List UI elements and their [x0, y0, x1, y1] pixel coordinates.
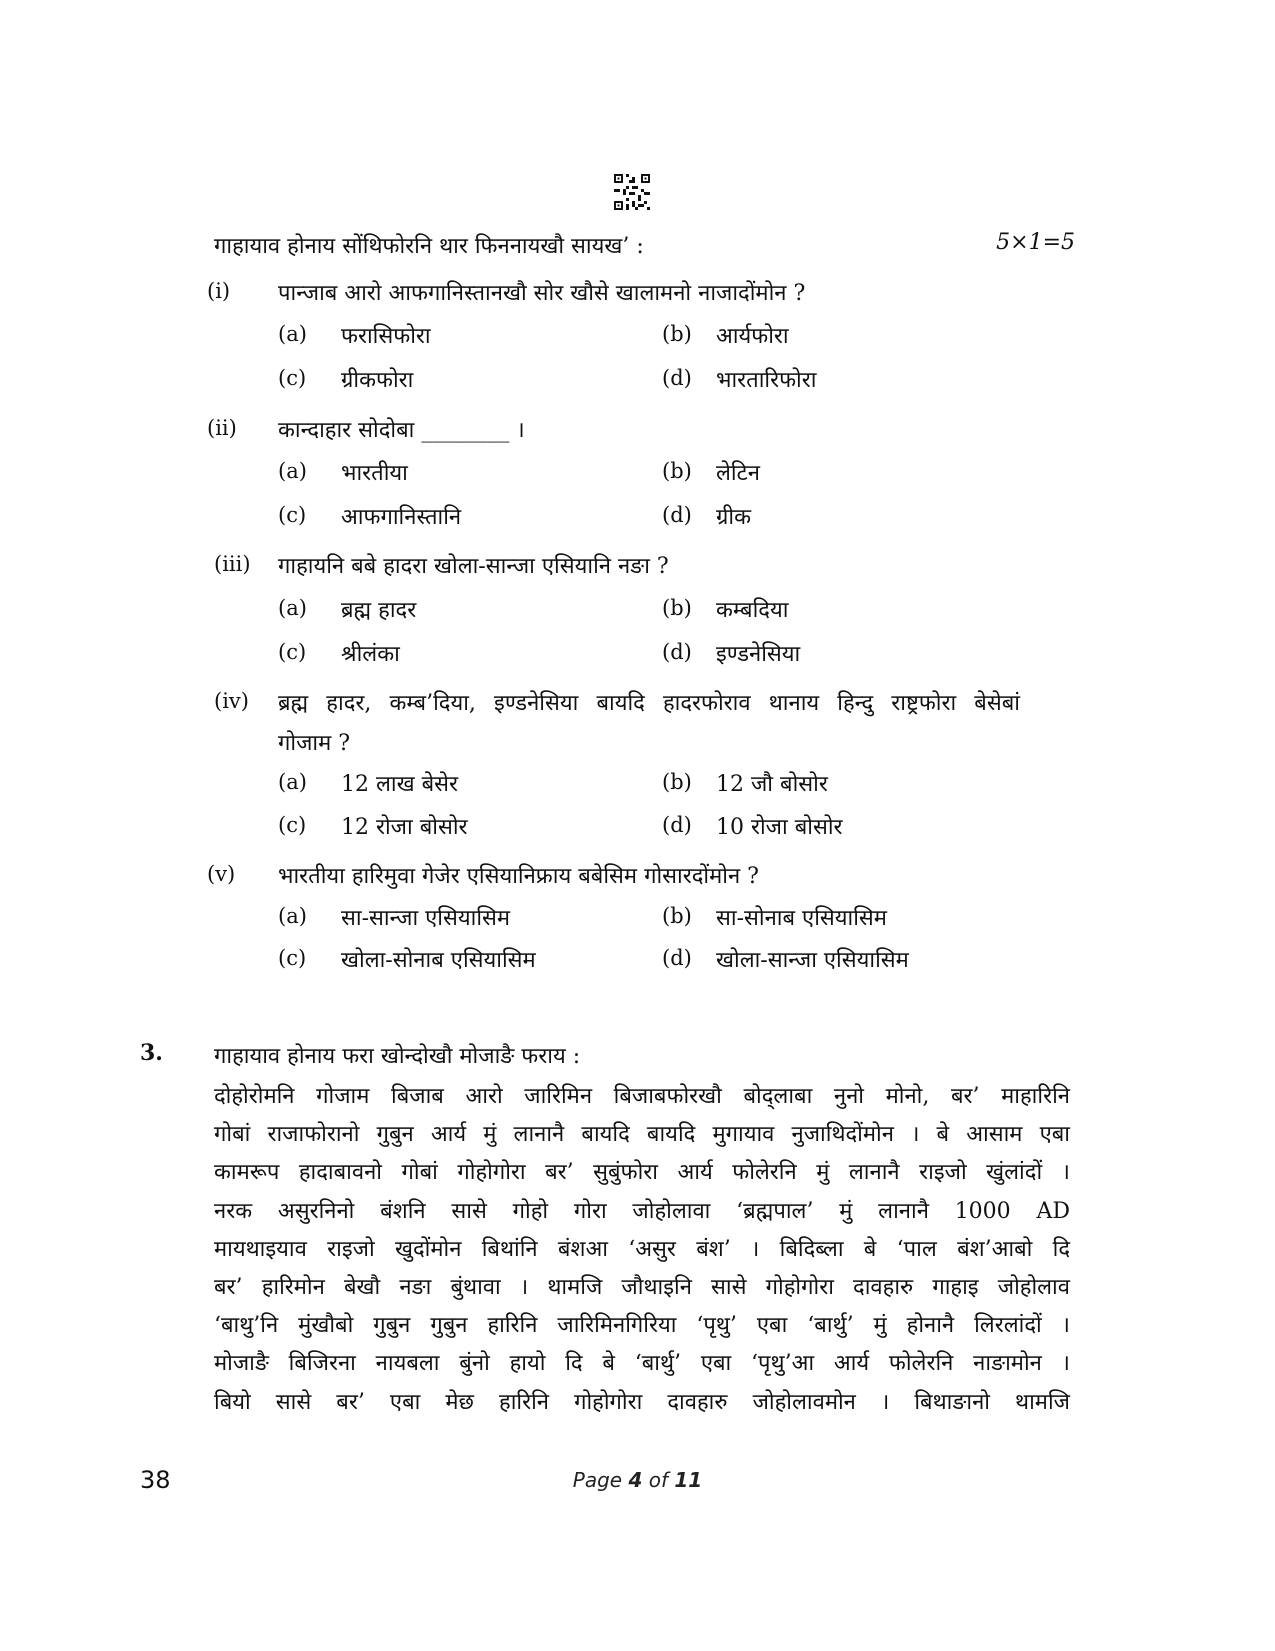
question-text: कान्दाहार सोदोबा ________ ।	[278, 418, 525, 443]
page-total: 11	[674, 1468, 703, 1492]
passage-line: ‘बाथु’नि मुंखौबो गुबुन गुबुन हारिनि जारिमिनगिरिया ‘पृथु’ एबा ‘बार्थु’ मुं होनानै लिरलांदों ।	[214, 1313, 1070, 1339]
option-text: 12 जौ बोसोर	[716, 772, 828, 797]
option-letter: (a)	[278, 459, 307, 483]
question-text: ब्रह्म हादर, कम्ब’दिया, इण्डनेसिया बायदि हादरफोराव थानाय हिन्दु राष्ट्रफोरा बेसेबां	[278, 691, 1020, 716]
passage-line: गोबां राजाफोरानो गुबुन आर्य मुं लानानै बायदि बायदि मुगायाव नुजाथिदोंमोन । बे आसाम एबा	[214, 1122, 1070, 1148]
option-text: श्रीलंका	[341, 642, 400, 667]
question-text: गाहायनि बबे हादरा खोला-सान्जा एसियानि नङा ?	[278, 554, 669, 579]
passage-line: कामरूप हादाबावनो गोबां गोहोगोरा बर’ सुबुंफोरा आर्य फोलेरनि मुं लानानै राइजो खुंलांदों ।	[214, 1160, 1070, 1186]
option-letter: (c)	[278, 366, 307, 390]
option-letter: (a)	[278, 904, 307, 928]
option-text: फरासिफोरा	[341, 324, 431, 349]
option-letter: (b)	[662, 459, 692, 483]
option-text: कम्बदिया	[716, 598, 789, 623]
paper-code: 38	[140, 1466, 171, 1494]
option-text: इण्डनेसिया	[716, 642, 801, 667]
option-letter: (d)	[662, 946, 692, 970]
question-number: (iv)	[214, 689, 249, 713]
passage-line: नरक असुरनिनो बंशनि सासे गोहो गोरा जोहोलावा ‘ब्रह्मपाल’ मुं लानानै 1000 AD	[214, 1198, 1070, 1224]
option-letter: (d)	[662, 366, 692, 390]
option-text: ब्रह्म हादर	[341, 598, 417, 623]
option-text: सा-सान्जा एसियासिम	[341, 906, 511, 931]
option-letter: (b)	[662, 322, 692, 346]
question-number: (ii)	[207, 416, 237, 440]
option-letter: (c)	[278, 946, 307, 970]
question-3-heading: गाहायाव होनाय फरा खोन्दोखौ मोजाङै फराय :	[214, 1044, 581, 1069]
option-letter: (b)	[662, 596, 692, 620]
passage-line: दोहोरोमनि गोजाम बिजाब आरो जारिमिन बिजाबफोरखौ बोद्लाबा नुनो मोनो, बर’ माहारिनि	[214, 1084, 1070, 1109]
question-number: (iii)	[214, 552, 251, 576]
option-letter: (b)	[662, 904, 692, 928]
question-text: भारतीया हारिमुवा गेजेर एसियानिफ्राय बबेसिम गोसारदोंमोन ?	[278, 864, 759, 889]
question-number: (v)	[207, 862, 236, 886]
option-letter: (d)	[662, 503, 692, 527]
option-text: खोला-सान्जा एसियासिम	[716, 948, 909, 973]
option-text: भारतारिफोरा	[716, 368, 817, 393]
option-text: खोला-सोनाब एसियासिम	[341, 948, 536, 973]
option-letter: (a)	[278, 596, 307, 620]
question-3-number: 3.	[140, 1040, 163, 1066]
option-text: भारतीया	[341, 461, 408, 486]
section-instruction: गाहायाव होनाय सोंथिफोरनि थार फिननायखौ सायख’ :	[214, 234, 644, 259]
option-letter: (c)	[278, 813, 307, 837]
option-letter: (a)	[278, 770, 307, 794]
option-letter: (c)	[278, 503, 307, 527]
question-text-continued: गोजाम ?	[278, 731, 351, 756]
passage-line: बियो सासे बर’ एबा मेछ हारिनि गोहोगोरा दावहारु जोहोलावमोन । बिथाङानो थामजि	[214, 1389, 1070, 1415]
option-text: 10 रोजा बोसोर	[716, 815, 843, 840]
option-letter: (d)	[662, 640, 692, 664]
option-letter: (c)	[278, 640, 307, 664]
option-text: सा-सोनाब एसियासिम	[716, 906, 887, 931]
option-letter: (a)	[278, 322, 307, 346]
passage	[214, 1078, 1070, 1422]
option-text: 12 लाख बेसेर	[341, 772, 459, 797]
section-marks: 5×1=5	[996, 230, 1075, 255]
passage-line: मोजाङै बिजिरना नायबला बुंनो हायो दि बे ‘बार्थु’ एबा ‘पृथु’आ आर्य फोलेरनि नाङामोन ।	[214, 1351, 1070, 1377]
qr-code-icon	[614, 174, 650, 210]
option-text: 12 रोजा बोसोर	[341, 815, 468, 840]
option-text: ग्रीक	[716, 505, 752, 530]
passage-line: बर’ हारिमोन बेखौ नङा बुंथावा । थामजि जौथाइनि सासे गोहोगोरा दावहारु गाहाइ जोहोलाव	[214, 1275, 1070, 1301]
option-text: लेटिन	[716, 461, 760, 486]
page-number	[0, 1468, 1275, 1492]
question-number: (i)	[207, 279, 231, 303]
page-of: of	[642, 1468, 675, 1492]
page-prefix: Page	[572, 1468, 629, 1492]
option-letter: (d)	[662, 813, 692, 837]
option-letter: (b)	[662, 770, 692, 794]
passage-line: मायथाइयाव राइजो खुदोंमोन बिथांनि बंशआ ‘असुर बंश’ । बिदिब्ला बे ‘पाल बंश’आबो दि	[214, 1236, 1070, 1262]
option-text: आर्यफोरा	[716, 324, 789, 349]
option-text: आफगानिस्तानि	[341, 505, 462, 530]
option-text: ग्रीकफोरा	[341, 368, 414, 393]
page-current: 4	[628, 1468, 643, 1492]
question-text: पान्जाब आरो आफगानिस्तानखौ सोर खौसे खालामनो नाजादोंमोन ?	[278, 281, 806, 306]
